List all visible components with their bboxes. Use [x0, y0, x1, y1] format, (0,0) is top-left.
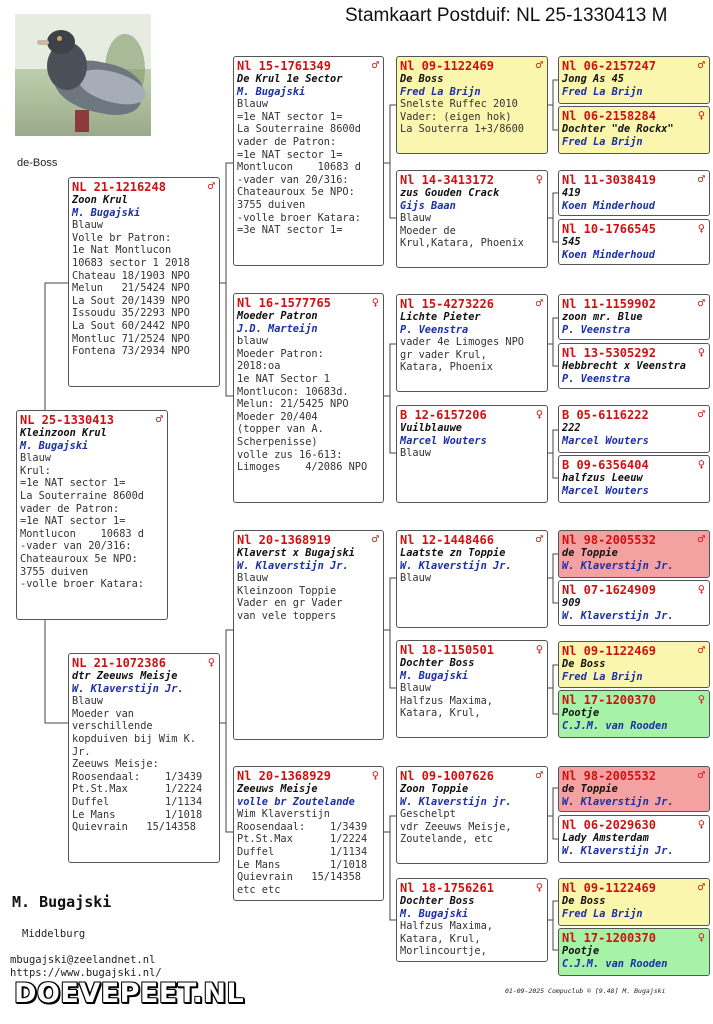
bird-note-line: Roosendaal: 1/3439	[72, 770, 203, 783]
male-icon: ♂	[697, 880, 705, 894]
pedigree-card-mvm[interactable]	[396, 640, 548, 738]
bird-note-line: 10683 sector 1 2018	[72, 256, 190, 269]
male-icon: ♂	[535, 532, 543, 546]
photo-label: de-Boss	[17, 157, 58, 169]
breeder-city: Middelburg	[22, 928, 86, 940]
bird-note-line: blauw	[237, 335, 268, 348]
bird-name: Lady Amsterdam	[562, 832, 649, 844]
pedigree-card-g9[interactable]	[558, 530, 710, 578]
bird-note-line: Montlucon 10683 d	[20, 527, 144, 540]
owner-name: P. Veenstra	[400, 323, 469, 336]
ring-number: NL 25-1330413	[20, 413, 114, 427]
bird-note-line: Blauw	[400, 212, 431, 225]
male-icon: ♂	[697, 768, 705, 782]
pedigree-card-vvm[interactable]	[396, 170, 548, 268]
bird-note-line: gr vader Krul,	[400, 348, 487, 361]
owner-name: W. Klaverstijn Jr.	[562, 844, 674, 857]
bird-note-line: Issoudu 35/2293 NPO	[72, 307, 190, 320]
pedigree-card-v[interactable]	[68, 177, 220, 387]
pedigree-card-vmm[interactable]	[396, 405, 548, 503]
bird-note-line: Melun: 21/5425 NPO	[237, 398, 349, 411]
bird-note-line: Limoges 4/2086 NPO	[237, 461, 368, 474]
pedigree-card-vv[interactable]	[233, 56, 384, 266]
ring-number: Nl 07-1624909	[562, 583, 656, 597]
owner-name: W. Klaverstijn jr.	[400, 795, 512, 808]
bird-name: 545	[562, 236, 581, 248]
pedigree-card-g6[interactable]	[558, 343, 710, 389]
pedigree-card-g14[interactable]	[558, 815, 710, 863]
bird-note-line: Pt.St.Max 1/2224	[72, 783, 203, 796]
male-icon: ♂	[535, 296, 543, 310]
owner-name: W. Klaverstijn Jr.	[72, 682, 184, 695]
owner-name: Fred La Brijn	[562, 135, 643, 148]
female-icon: ♀	[535, 172, 543, 186]
owner-name: Marcel Wouters	[400, 434, 487, 447]
ring-number: Nl 20-1368929	[237, 769, 331, 783]
bird-note-line: =1e NAT sector 1=	[237, 110, 343, 123]
ring-number: Nl 14-3413172	[400, 173, 494, 187]
pedigree-card-g5[interactable]	[558, 294, 710, 340]
female-icon: ♀	[697, 221, 705, 235]
bird-note-line: Blauw	[20, 452, 51, 465]
ring-number: B 05-6116222	[562, 408, 649, 422]
bird-note-line: Montluc 71/2524 NPO	[72, 332, 190, 345]
pedigree-card-g11[interactable]	[558, 641, 710, 688]
bird-note-line: Montlucon 10683 d	[237, 161, 361, 174]
pedigree-card-g12[interactable]	[558, 690, 710, 738]
pedigree-card-mvv[interactable]	[396, 530, 548, 628]
female-icon: ♀	[697, 930, 705, 944]
bird-note-line: La Souterraine 8600d	[20, 489, 144, 502]
ring-number: Nl 18-1150501	[400, 643, 494, 657]
ring-number: Nl 16-1577765	[237, 296, 331, 310]
owner-name: M. Bugajski	[72, 206, 141, 219]
male-icon: ♂	[697, 296, 705, 310]
bird-name: Pootje	[562, 945, 600, 957]
bird-name: 222	[562, 422, 581, 434]
bird-note-line: van vele toppers	[237, 609, 337, 622]
owner-name: Fred La Brijn	[562, 85, 643, 98]
page-title: Stamkaart Postduif: NL 25-1330413 M	[345, 5, 668, 26]
female-icon: ♀	[697, 457, 705, 471]
ring-number: Nl 17-1200370	[562, 693, 656, 707]
bird-note-line: Katara, Krul,	[400, 707, 481, 720]
bird-name: halfzus Leeuw	[562, 472, 643, 484]
bird-note-line: Blauw	[400, 572, 431, 585]
bird-name: De Krul 1e Sector	[237, 73, 343, 85]
ring-number: Nl 15-1761349	[237, 59, 331, 73]
bird-name: zus Gouden Crack	[400, 187, 500, 199]
owner-name: Marcel Wouters	[562, 484, 649, 497]
bird-note-line: Wim Klaverstijn	[237, 808, 330, 821]
owner-name: P. Veenstra	[562, 323, 631, 336]
bird-name: Pootje	[562, 707, 600, 719]
bird-note-line: Chateauroux 5e NPO:	[237, 186, 355, 199]
bird-name: De Boss	[562, 658, 606, 670]
pedigree-card-g10[interactable]	[558, 580, 710, 626]
female-icon: ♀	[371, 295, 379, 309]
bird-note-line: Moeder Patron:	[237, 347, 324, 360]
owner-name: W. Klaverstijn Jr.	[400, 559, 512, 572]
bird-name: Dochter Boss	[400, 895, 475, 907]
bird-note-line: Moeder 20/404	[237, 410, 318, 423]
ring-number: Nl 98-2005532	[562, 769, 656, 783]
bird-name: Kleinzoon Krul	[20, 427, 107, 439]
bird-name: de Toppie	[562, 783, 618, 795]
pedigree-card-g15[interactable]	[558, 878, 710, 926]
bird-note-line: Blauw	[72, 219, 103, 232]
bird-note-line: Moeder van	[72, 707, 134, 720]
bird-note-line: La Souterra 1+3/8600	[400, 123, 524, 136]
bird-note-line: vader de Patron:	[237, 135, 337, 148]
bird-note-line: (topper van A.	[237, 423, 324, 436]
bird-note-line: Roosendaal: 1/3439	[237, 820, 368, 833]
owner-name: Marcel Wouters	[562, 434, 649, 447]
male-icon: ♂	[697, 532, 705, 546]
bird-name: de Toppie	[562, 547, 618, 559]
bird-name: Laatste zn Toppie	[400, 547, 506, 559]
owner-name: Gijs Baan	[400, 199, 456, 212]
bird-name: Moeder Patron	[237, 310, 318, 322]
owner-name: Fred La Brijn	[562, 907, 643, 920]
breeder-website[interactable]: https://www.bugajski.nl/	[10, 967, 162, 979]
bird-name: dtr Zeeuws Meisje	[72, 670, 178, 682]
ring-number: NL 21-1216248	[72, 180, 166, 194]
ring-number: Nl 06-2029630	[562, 818, 656, 832]
bird-name: zoon mr. Blue	[562, 311, 643, 323]
owner-name: volle br Zoutelande	[237, 795, 355, 808]
pedigree-card-g4[interactable]	[558, 219, 710, 265]
ring-number: Nl 15-4273226	[400, 297, 494, 311]
ring-number: B 09-6356404	[562, 458, 649, 472]
ring-number: Nl 09-1122469	[562, 881, 656, 895]
owner-name: C.J.M. van Rooden	[562, 719, 668, 732]
male-icon: ♂	[697, 407, 705, 421]
bird-note-line: 1e Nat Montlucon	[72, 244, 172, 257]
bird-note-line: Vader en gr Vader	[237, 597, 343, 610]
bird-note-line: 1e NAT Sector 1	[237, 372, 330, 385]
male-icon: ♂	[535, 58, 543, 72]
owner-name: C.J.M. van Rooden	[562, 957, 668, 970]
bird-name: Zeeuws Meisje	[237, 783, 318, 795]
bird-note-line: Jr.	[72, 745, 91, 758]
bird-note-line: verschillende	[72, 720, 153, 733]
bird-note-line: etc etc	[237, 883, 281, 896]
ring-number: Nl 13-5305292	[562, 346, 656, 360]
bird-note-line: Blauw	[400, 447, 431, 460]
bird-note-line: vader de Patron:	[20, 502, 120, 515]
bird-note-line: vader 4e Limoges NPO	[400, 336, 524, 349]
ring-number: Nl 12-1448466	[400, 533, 494, 547]
pedigree-card-main[interactable]	[16, 410, 168, 620]
male-icon: ♂	[155, 412, 163, 426]
bird-name: De Boss	[562, 895, 606, 907]
pedigree-card-mmm[interactable]	[396, 878, 548, 962]
male-icon: ♂	[207, 179, 215, 193]
bird-note-line: Morlincourtje,	[400, 945, 487, 958]
bird-name: Jong As 45	[562, 73, 624, 85]
pedigree-card-g1[interactable]	[558, 56, 710, 104]
female-icon: ♀	[697, 692, 705, 706]
pedigree-card-g2[interactable]	[558, 106, 710, 154]
bird-name: Zoon Toppie	[400, 783, 469, 795]
pedigree-card-g13[interactable]	[558, 766, 710, 812]
female-icon: ♀	[697, 345, 705, 359]
bird-note-line: -volle broer Katara:	[20, 578, 144, 591]
bird-note-line: 2018:oa	[237, 360, 281, 373]
pedigree-card-vm[interactable]	[233, 293, 384, 503]
bird-name: Dochter Boss	[400, 657, 475, 669]
owner-name: Koen Minderhoud	[562, 248, 655, 261]
bird-name: 909	[562, 597, 581, 609]
bird-note-line: Melun 21/5424 NPO	[72, 282, 190, 295]
female-icon: ♀	[535, 880, 543, 894]
owner-name: Fred La Brijn	[400, 85, 481, 98]
bird-note-line: Geschelpt	[400, 808, 456, 821]
owner-name: M. Bugajski	[400, 907, 469, 920]
bird-note-line: -vader van 20/316:	[20, 540, 132, 553]
owner-name: W. Klaverstijn Jr.	[562, 609, 674, 622]
ring-number: Nl 10-1766545	[562, 222, 656, 236]
bird-note-line: -vader van 20/316:	[237, 173, 349, 186]
bird-note-line: Blauw	[400, 682, 431, 695]
owner-name: W. Klaverstijn Jr.	[562, 559, 674, 572]
female-icon: ♀	[207, 655, 215, 669]
bird-note-line: Le Mans 1/1018	[72, 808, 203, 821]
female-icon: ♀	[535, 407, 543, 421]
breeder-email[interactable]: mbugajski@zeelandnet.nl	[10, 954, 156, 966]
bird-name: Dochter "de Rockx"	[562, 123, 674, 135]
bird-note-line: Zoutelande, etc	[400, 833, 493, 846]
male-icon: ♂	[697, 58, 705, 72]
owner-name: J.D. Marteijn	[237, 322, 318, 335]
female-icon: ♀	[697, 582, 705, 596]
owner-name: Koen Minderhoud	[562, 199, 655, 212]
bird-name: Hebbrecht x Veenstra	[562, 360, 686, 372]
bird-note-line: Duffel 1/1134	[72, 795, 203, 808]
female-icon: ♀	[535, 642, 543, 656]
bird-note-line: 3755 duiven	[237, 198, 306, 211]
pedigree-card-m[interactable]	[68, 653, 220, 863]
bird-note-line: Moeder de	[400, 224, 456, 237]
site-logo: DOEVEPEET.NL	[14, 978, 245, 1009]
ring-number: Nl 18-1756261	[400, 881, 494, 895]
male-icon: ♂	[697, 643, 705, 657]
pedigree-card-mv[interactable]	[233, 530, 384, 740]
female-icon: ♀	[697, 817, 705, 831]
ring-number: Nl 98-2005532	[562, 533, 656, 547]
ring-number: Nl 09-1122469	[400, 59, 494, 73]
pedigree-card-mmv[interactable]	[396, 766, 548, 864]
ring-number: NL 21-1072386	[72, 656, 166, 670]
bird-note-line: =1e NAT sector 1=	[20, 477, 126, 490]
pedigree-card-vvv[interactable]	[396, 56, 548, 154]
bird-note-line: -volle broer Katara:	[237, 211, 361, 224]
bird-note-line: Halfzus Maxima,	[400, 920, 493, 933]
bird-note-line: La Sout 60/2442 NPO	[72, 319, 190, 332]
bird-note-line: Krul,Katara, Phoenix	[400, 237, 524, 250]
owner-name: M. Bugajski	[237, 85, 306, 98]
bird-note-line: 3755 duiven	[20, 565, 89, 578]
bird-note-line: Halfzus Maxima,	[400, 694, 493, 707]
pedigree-card-mm[interactable]	[233, 766, 384, 901]
bird-note-line: Fontena 73/2934 NPO	[72, 345, 190, 358]
bird-note-line: =3e NAT sector 1=	[237, 224, 343, 237]
pedigree-card-vmv[interactable]	[396, 294, 548, 392]
owner-name: P. Veenstra	[562, 372, 631, 385]
bird-note-line: Blauw	[237, 572, 268, 585]
bird-note-line: vdr Zeeuws Meisje,	[400, 820, 512, 833]
female-icon: ♀	[371, 768, 379, 782]
breeder-name: M. Bugajski	[12, 893, 112, 911]
bird-note-line: volle zus 16-613:	[237, 448, 343, 461]
bird-note-line: Duffel 1/1134	[237, 845, 368, 858]
pedigree-card-g16[interactable]	[558, 928, 710, 976]
bird-name: Vuilblauwe	[400, 422, 462, 434]
bird-note-line: La Sout 20/1439 NPO	[72, 294, 190, 307]
bird-note-line: Snelste Ruffec 2010	[400, 98, 518, 111]
bird-note-line: Scherpenisse)	[237, 435, 318, 448]
ring-number: Nl 06-2157247	[562, 59, 656, 73]
male-icon: ♂	[697, 172, 705, 186]
bird-note-line: Blauw	[237, 98, 268, 111]
bird-note-line: Katara, Krul,	[400, 932, 481, 945]
bird-note-line: Krul:	[20, 464, 51, 477]
ring-number: Nl 09-1122469	[562, 644, 656, 658]
owner-name: W. Klaverstijn Jr.	[237, 559, 349, 572]
footer-credit: 01-09-2025 Compuclub © [9.48] M. Bugajski	[505, 987, 666, 995]
ring-number: Nl 17-1200370	[562, 931, 656, 945]
owner-name: Fred La Brijn	[562, 670, 643, 683]
bird-note-line: Vader: (eigen hok)	[400, 110, 512, 123]
bird-note-line: Quievrain 15/14358	[237, 871, 361, 884]
bird-note-line: Quievrain 15/14358	[72, 821, 196, 834]
bird-name: De Boss	[400, 73, 444, 85]
bird-note-line: Chateauroux 5e NPO:	[20, 552, 138, 565]
bird-note-line: Pt.St.Max 1/2224	[237, 833, 368, 846]
bird-note-line: Kleinzoon Toppie	[237, 584, 337, 597]
bird-note-line: =1e NAT sector 1=	[20, 515, 126, 528]
ring-number: Nl 11-3038419	[562, 173, 656, 187]
bird-note-line: kopduiven bij Wim K.	[72, 732, 196, 745]
bird-note-line: Chateau 18/1903 NPO	[72, 269, 190, 282]
ring-number: Nl 11-1159902	[562, 297, 656, 311]
ring-number: B 12-6157206	[400, 408, 487, 422]
pedigree-card-g8[interactable]	[558, 455, 710, 503]
owner-name: M. Bugajski	[20, 439, 89, 452]
bird-note-line: Le Mans 1/1018	[237, 858, 368, 871]
pedigree-card-g7[interactable]	[558, 405, 710, 453]
bird-note-line: Katara, Phoenix	[400, 361, 493, 374]
bird-note-line: Blauw	[72, 695, 103, 708]
bird-note-line: Volle br Patron:	[72, 231, 172, 244]
bird-note-line: La Souterraine 8600d	[237, 123, 361, 136]
bird-name: Lichte Pieter	[400, 311, 481, 323]
male-icon: ♂	[371, 58, 379, 72]
owner-name: W. Klaverstijn Jr.	[562, 795, 674, 808]
male-icon: ♂	[535, 768, 543, 782]
ring-number: Nl 20-1368919	[237, 533, 331, 547]
bird-name: Klaverst x Bugajski	[237, 547, 355, 559]
bird-note-line: Zeeuws Meisje:	[72, 758, 159, 771]
ring-number: Nl 06-2158284	[562, 109, 656, 123]
bird-name: 419	[562, 187, 581, 199]
bird-note-line: =1e NAT sector 1=	[237, 148, 343, 161]
pedigree-card-g3[interactable]	[558, 170, 710, 216]
male-icon: ♂	[371, 532, 379, 546]
ring-number: Nl 09-1007626	[400, 769, 494, 783]
female-icon: ♀	[697, 108, 705, 122]
bird-name: Zoon Krul	[72, 194, 128, 206]
bird-note-line: Montlucon: 10683d.	[237, 385, 349, 398]
owner-name: M. Bugajski	[400, 669, 469, 682]
